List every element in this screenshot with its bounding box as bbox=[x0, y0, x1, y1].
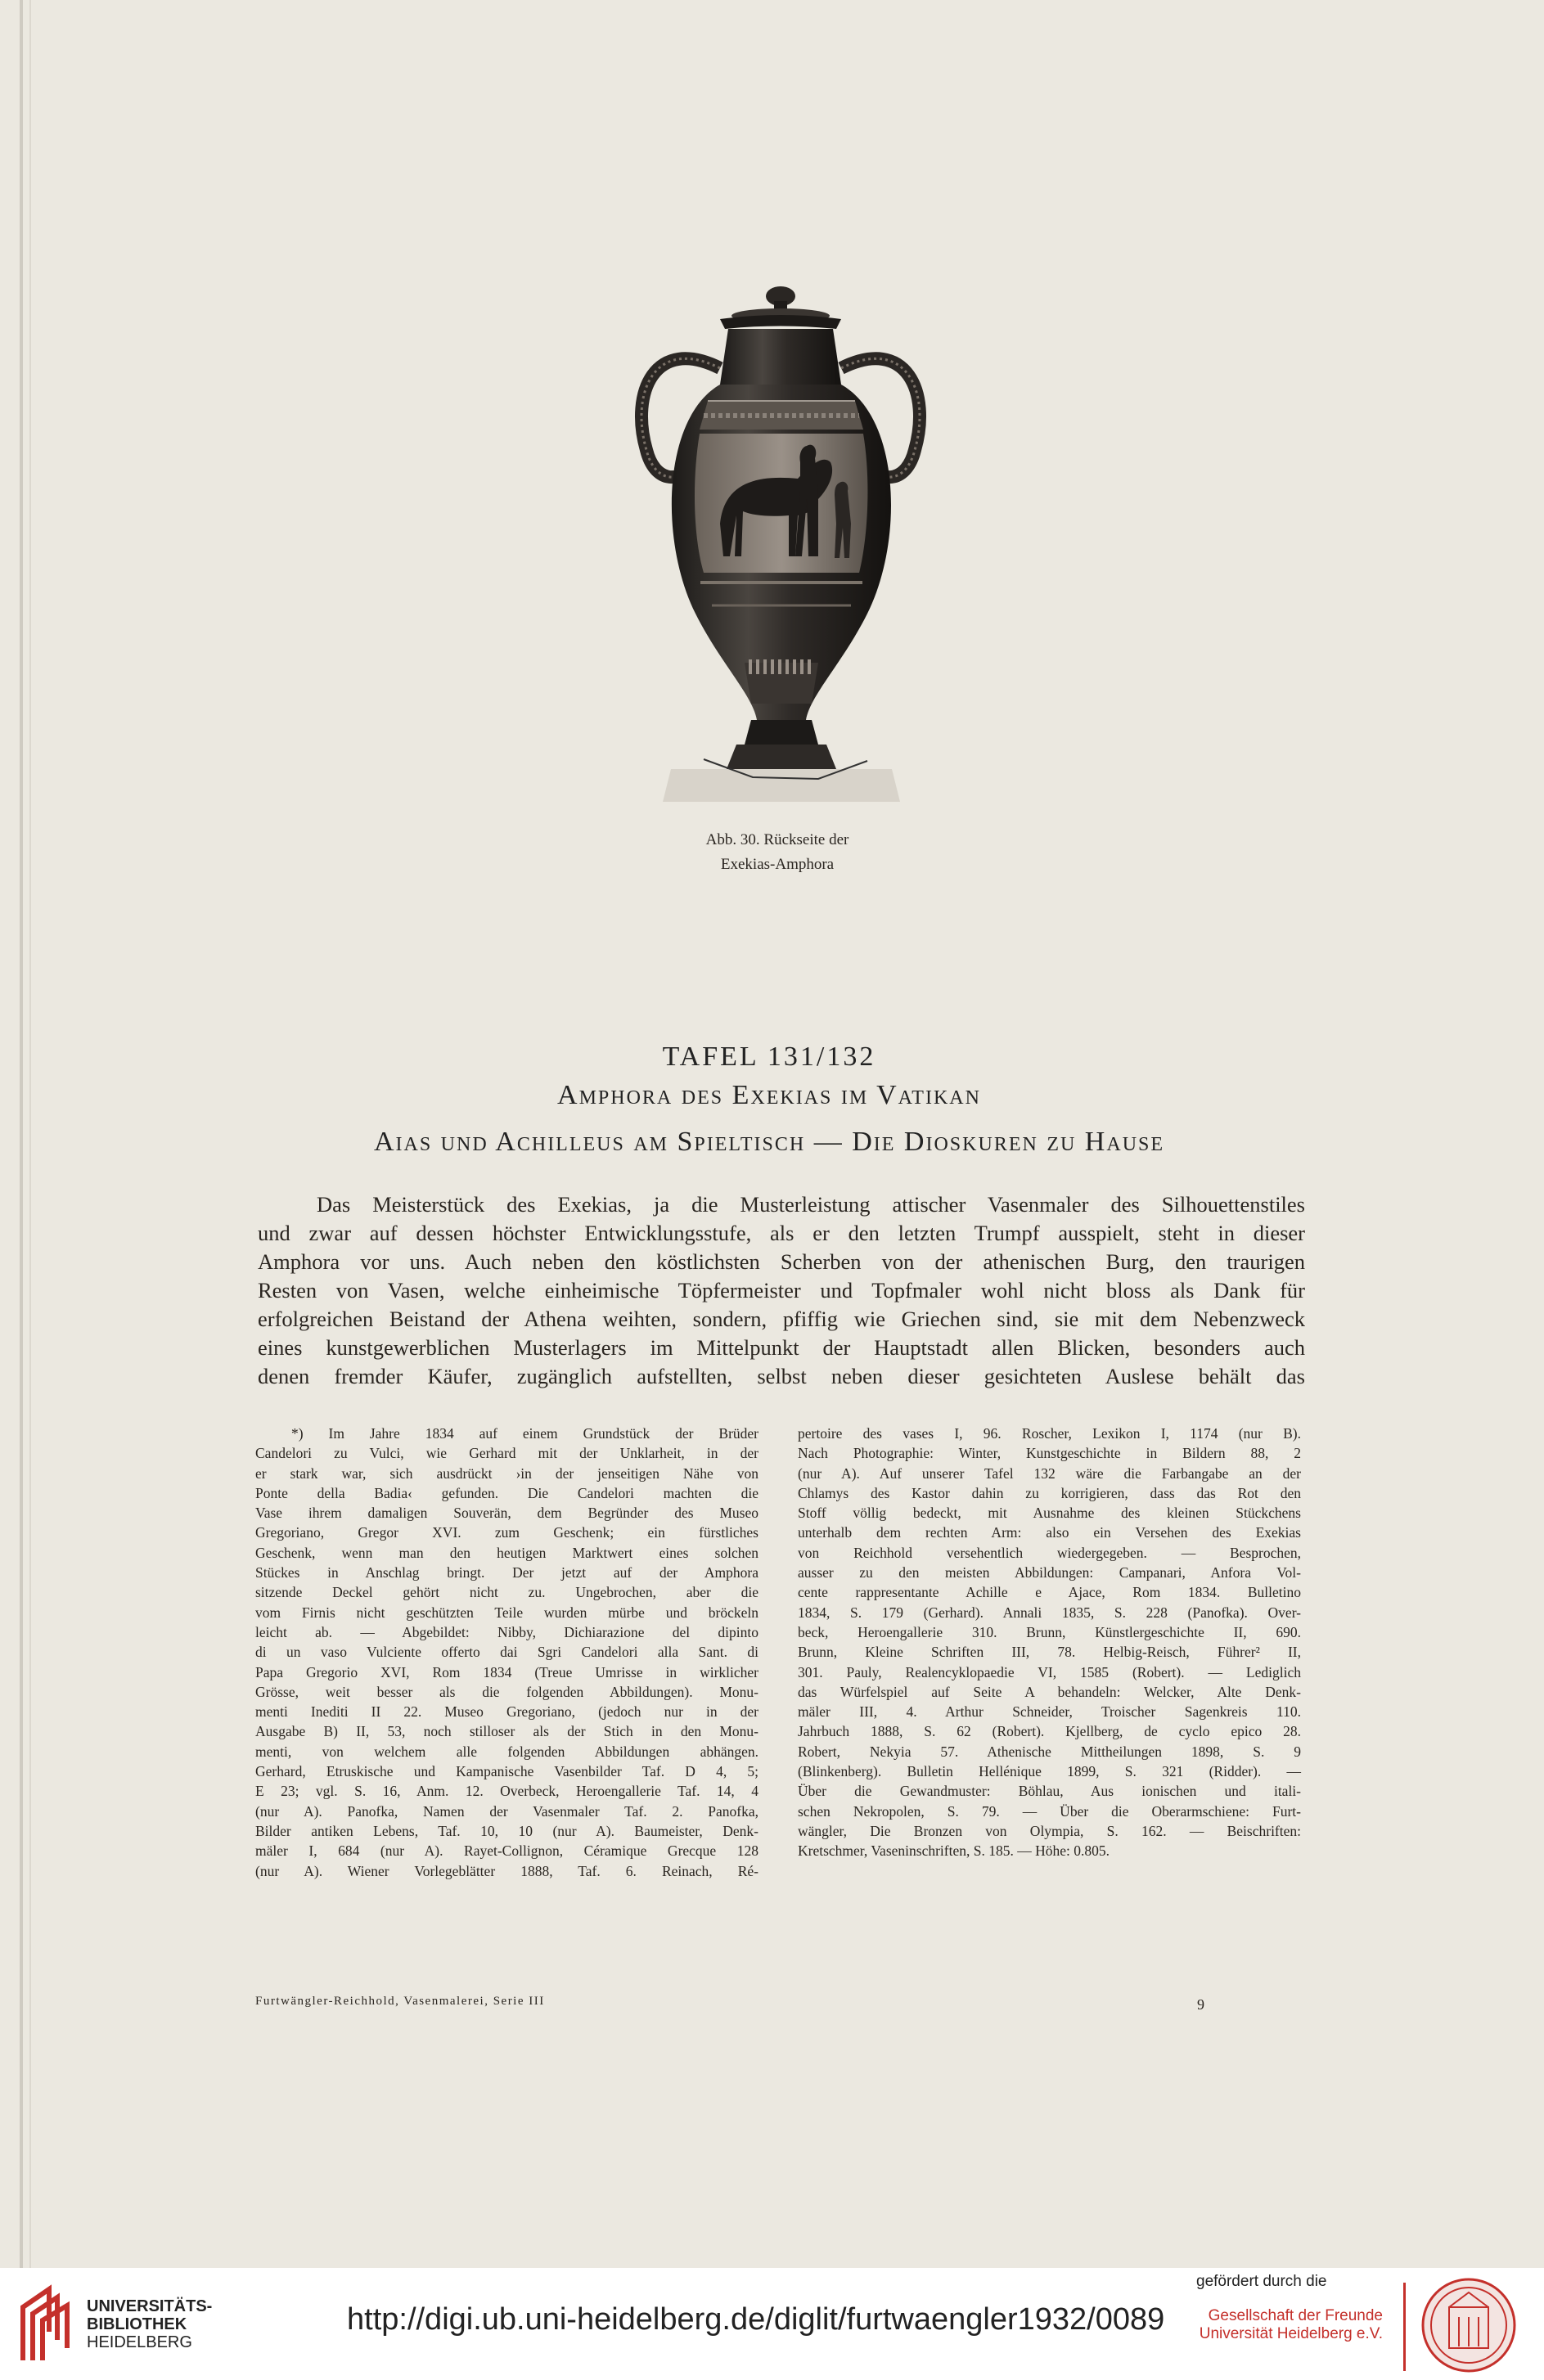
plate-number: TAFEL 131/132 bbox=[662, 1042, 876, 1072]
footnote-line: (nur A). Auf unserer Tafel 132 wäre die Farbangabe an der bbox=[798, 1464, 1301, 1482]
footnote-line: di un vaso Vulciente offerto dai Sgri Candelori alla Sant. di bbox=[255, 1644, 758, 1661]
caption-line-1: Abb. 30. Rückseite der bbox=[705, 831, 849, 848]
page-title: Amphora des Exekias im Vatikan bbox=[557, 1080, 981, 1110]
body-line: erfolgreichen Beistand der Athena weihten, sondern, pfiffig wie Griechen sind, sie mit dem Nebenzweck bbox=[258, 1307, 1305, 1331]
footnote-line: vom Firnis nicht geschützten Teile wurden mürbe und bröckeln bbox=[255, 1604, 758, 1621]
body-line: und zwar auf dessen höchster Entwicklungsstufe, als er den letzten Trumpf ausspielt, steht in dieser bbox=[258, 1221, 1305, 1245]
main-paragraph bbox=[258, 1190, 1305, 1391]
university-seal-icon bbox=[1420, 2274, 1518, 2377]
footnote-line: ausser zu den meisten Abbildungen: Campanari, Anfora Vol- bbox=[798, 1564, 1301, 1581]
footnote-line: von Reichhold versehentlich wiedergegeben. — Besprochen, bbox=[798, 1544, 1301, 1561]
page-subtitle: Aias und Achilleus am Spieltisch — Die Dioskuren zu Hause bbox=[373, 1127, 1165, 1157]
footnote-line: Candelori zu Vulci, wie Gerhard mit der Unklarheit, in der bbox=[255, 1445, 758, 1462]
heading-block bbox=[196, 1039, 1342, 1163]
library-line-3: HEIDELBERG bbox=[87, 2333, 192, 2351]
footnote-line: er stark war, sich ausdrückt ›in der jenseitigen Nähe von bbox=[255, 1464, 758, 1482]
footnote-column-left bbox=[255, 1424, 758, 1881]
funded-by-label: gefördert durch die bbox=[1196, 2273, 1327, 2290]
footnote-line: menti, von welchem alle folgenden Abbildungen abhängen. bbox=[255, 1743, 758, 1760]
footnote-line: Grösse, weit besser als die folgenden Abbildungen). Monu- bbox=[255, 1683, 758, 1700]
footnote-line: (nur A). Panofka, Namen der Vasenmaler Taf. 2. Panofka, bbox=[255, 1802, 758, 1820]
footnote-line: Ponte della Badia‹ gefunden. Die Candelori machten die bbox=[255, 1484, 758, 1501]
footnote-line: Geschenk, wenn man den heutigen Marktwert eines solchen bbox=[255, 1544, 758, 1561]
footnote-line: Brunn, Kleine Schriften III, 78. Helbig-Reisch, Führer² II, bbox=[798, 1644, 1301, 1661]
body-line: Amphora vor uns. Auch neben den köstlichsten Scherben von der athenischen Burg, den traurigen bbox=[258, 1249, 1305, 1274]
body-line: Das Meisterstück des Exekias, ja die Musterleistung attischer Vasenmaler des Silhouettenstiles bbox=[317, 1192, 1305, 1217]
footnote-line: mäler III, 4. Arthur Schneider, Troischer Sagenkreis 110. bbox=[798, 1703, 1301, 1721]
footnote-line: schen Nekropolen, S. 79. — Über die Oberarmschiene: Furt- bbox=[798, 1802, 1301, 1820]
footnote-line: (Blinkenberg). Bulletin Hellénique 1899, S. 321 (Ridder). — bbox=[798, 1763, 1301, 1780]
footnote-line: Ausgabe B) II, 53, noch stilloser als der Stich in den Monu- bbox=[255, 1723, 758, 1740]
exekias-amphora-figure bbox=[622, 278, 933, 814]
footnote-line: menti Inediti II 22. Museo Gregoriano, (jedoch nur in der bbox=[255, 1703, 758, 1721]
footnote-line: Stoff völlig bedeckt, mit Ausnahme des kleinen Stückchens bbox=[798, 1505, 1301, 1522]
footnote-line: das Würfelspiel auf Seite A behandeln: Welcker, Alte Denk- bbox=[798, 1683, 1301, 1700]
footnote-line: mäler I, 684 (nur A). Rayet-Collignon, Céramique Grecque 128 bbox=[255, 1842, 758, 1860]
footnote-line: unterhalb dem rechten Arm: also ein Versehen des Exekias bbox=[798, 1524, 1301, 1541]
footnote-line: *) Im Jahre 1834 auf einem Grundstück der Brüder bbox=[291, 1425, 758, 1442]
footnote-line: beck, Heroengallerie 310. Brunn, Künstlergeschichte II, 690. bbox=[798, 1623, 1301, 1640]
series-footer: Furtwängler-Reichhold, Vasenmalerei, Serie III bbox=[255, 1995, 545, 2008]
body-line: Resten von Vasen, welche einheimische Töpfermeister und Topfmaler wohl nicht bloss als Dank für bbox=[258, 1278, 1305, 1302]
footnote-line: Robert, Nekyia 57. Athenische Mittheilungen 1898, S. 9 bbox=[798, 1743, 1301, 1760]
caption-line-2: Exekias-Amphora bbox=[720, 856, 835, 873]
footnote-line: pertoire des vases I, 96. Roscher, Lexikon I, 1174 (nur B). bbox=[798, 1425, 1301, 1442]
library-line-2: BIBLIOTHEK bbox=[87, 2315, 187, 2333]
divider-line bbox=[1403, 2283, 1406, 2371]
footnote-line: 301. Pauly, Realencyklopaedie VI, 1585 (Robert). — Lediglich bbox=[798, 1663, 1301, 1680]
footnote-line: Papa Gregorio XVI, Rom 1834 (Treue Umrisse in wirklicher bbox=[255, 1663, 758, 1680]
society-line-2: Universität Heidelberg e.V. bbox=[1199, 2325, 1383, 2342]
footnote-line: Gregoriano, Gregor XVI. zum Geschenk; ein fürstliches bbox=[255, 1524, 758, 1541]
footnote-line: Gerhard, Etruskische und Kampanische Vasenbilder Taf. D 4, 5; bbox=[255, 1763, 758, 1780]
body-line: eines kunstgewerblichen Musterlagers im Mittelpunkt der Hauptstadt allen Blicken, besonders auch bbox=[258, 1335, 1305, 1360]
university-library-name bbox=[87, 2297, 212, 2351]
society-name[interactable] bbox=[1178, 2307, 1383, 2343]
footnote-line: (nur A). Wiener Vorlegeblätter 1888, Taf. 6. Reinach, Ré- bbox=[255, 1862, 758, 1879]
footnote-line: Bilder antiken Lebens, Taf. 10, 10 (nur A). Baumeister, Denk- bbox=[255, 1822, 758, 1839]
footnote-column-right bbox=[798, 1424, 1301, 1861]
figure-caption bbox=[573, 828, 982, 877]
footnote-line: Vase ihrem damaligen Souverän, dem Begründer des Museo bbox=[255, 1505, 758, 1522]
footnote-line: Stückes in Anschlag bringt. Der jetzt auf der Amphora bbox=[255, 1564, 758, 1581]
footnote-line: leicht ab. — Abgebildet: Nibby, Dichiarazione del dipinto bbox=[255, 1623, 758, 1640]
footnote-line: E 23; vgl. S. 16, Anm. 12. Overbeck, Heroengallerie Taf. 14, 4 bbox=[255, 1783, 758, 1800]
university-library-logo-icon[interactable] bbox=[16, 2283, 74, 2364]
footnote-line: Über die Gewandmuster: Böhlau, Aus ionischen und itali- bbox=[798, 1783, 1301, 1800]
footnote-line: Jahrbuch 1888, S. 62 (Robert). Kjellberg, de cyclo epico 28. bbox=[798, 1723, 1301, 1740]
page-number: 9 bbox=[1197, 1996, 1204, 2013]
library-line-1: UNIVERSITÄTS- bbox=[87, 2297, 213, 2315]
footnote-line: wängler, Die Bronzen von Olympia, S. 162. — Beischriften: bbox=[798, 1822, 1301, 1839]
footnote-line: cente rappresentante Achille e Ajace, Rom 1834. Bulletino bbox=[798, 1584, 1301, 1601]
page-spine-shadow bbox=[20, 0, 23, 2268]
body-line: denen fremder Käufer, zugänglich aufstellten, selbst neben dieser gesichteten Auslese behält das bbox=[258, 1364, 1305, 1388]
footnote-line: Chlamys des Kastor dahin zu korrigieren, dass das Rot den bbox=[798, 1484, 1301, 1501]
footnote-line: Kretschmer, Vaseninschriften, S. 185. — Höhe: 0.805. bbox=[798, 1842, 1110, 1860]
permalink-url[interactable]: http://digi.ub.uni-heidelberg.de/diglit/furtwaengler1932/0089 bbox=[347, 2302, 1165, 2337]
footnote-line: 1834, S. 179 (Gerhard). Annali 1835, S. 228 (Panofka). Over- bbox=[798, 1604, 1301, 1621]
footnote-line: sitzende Deckel gehört nicht zu. Ungebrochen, aber die bbox=[255, 1584, 758, 1601]
page-spine-line bbox=[29, 0, 31, 2268]
footnote-line: Nach Photographie: Winter, Kunstgeschichte in Bildern 88, 2 bbox=[798, 1445, 1301, 1462]
society-line-1: Gesellschaft der Freunde bbox=[1208, 2307, 1383, 2324]
